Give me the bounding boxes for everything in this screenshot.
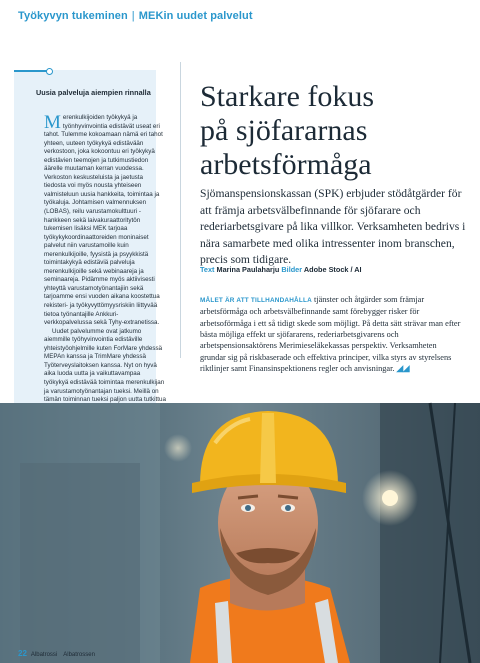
article-title — [200, 80, 470, 182]
body-lead-in: MÅLET ÄR ATT TILLHANDAHÅLLA — [200, 297, 312, 304]
byline-images-label: Bilder — [281, 265, 303, 274]
byline-source: Adobe Stock / AI — [303, 265, 362, 274]
article-body — [200, 294, 462, 374]
sidebar-paragraph-1-text: erenkulkijoiden työkykyä ja työnhyvinvointia edistävät useat eri tahot. Tulemme kokoamaan nämä eri tahot yhteen, uuteen työkykyä edistävään verkostoon, joka kokoontuu eri työkykyä edistävien teemojen ja tutkimustiedon äärelle muutaman kerran vuodessa. Verkoston keskusteluista ja jaetusta tiedosta voi myös nousta yhteiseen valmisteluun uusia hankkeita, toimintaa ja työkaluja. Johtamisen valmennuksen (LOBAS), reilu varustamokulttuuri -hankkeen sekä laivakuraattoritytön tukemisen lisäksi MEK tarjoaa työkykykoordinaattoreiden moninaiset palvelut niin varustamoille kuin merenkulkijoille, fyysistä ja psyykkistä toimintakykyä edistäviä palveluja merenkulkijoille sekä webinaareja ja seminaareja. Pidämme myös aktiivisesti yhteyttä varustamotyönantajiin sekä tarjoamme ensi vuoden aikana koostettua rekisteri- ja työkyvyttömyysriskiin liittyvää tietoa työnantajille Ankkuri-verkkopalvelussa sekä Tyhy-extranetissa. — [44, 114, 163, 327]
magazine-name: Albatrossi — [30, 652, 58, 658]
title-line: Starkare fokus — [200, 80, 375, 113]
byline-author: Marina Paulaharju — [216, 265, 280, 274]
page-footer — [18, 649, 95, 658]
body-text: tjänster och åtgärder som främjar arbetsförmåga och arbetsvälbefinnande samt förebygger risker för arbetsoförmåga i ett så tidigt skede som möjligt. På detta sätt strävar man efter bästa möjliga effekt ur sjöfararens, rederiarbetsgivarens och arbetspensionsaktörens Merimieseläkekassas perspektiv. Verksamheten grundar sig på riskbaserade och effektiva principer, vilka styrs av styrelsens riktlinjer samt Finansinspektionens regler och anvisningar. — [200, 295, 461, 374]
page-number: 22 — [18, 649, 27, 658]
end-mark-icon: ◢◢ — [396, 364, 410, 374]
sidebar-rule — [14, 70, 48, 72]
article-lead: Sjömanspensionskassan (SPK) erbjuder stödåtgärder för att främja arbetsvälbefinnande för sjöfarare och rederiarbetsgivare på lika villkor. Verksamheten bedrivs i nära samarbete med olika intressenter inom branschen, precis som tidigare. — [200, 187, 466, 267]
column-divider — [180, 62, 181, 358]
byline — [200, 265, 362, 274]
topic-label: MEKin uudet palvelut — [138, 10, 253, 22]
sidebar-paragraph-1 — [44, 114, 166, 328]
magazine-name-2: Albatrossen — [63, 652, 95, 658]
section-label: Työkyvyn tukeminen — [18, 10, 128, 22]
byline-text-label: Text — [200, 265, 215, 274]
seafarer-photo — [0, 403, 480, 663]
title-line: arbetsförmåga — [200, 148, 372, 181]
title-line: på sjöfararnas — [200, 114, 368, 147]
header-separator: | — [131, 10, 135, 22]
sidebar-rule-dot — [46, 68, 53, 75]
section-header — [18, 10, 253, 22]
sidebar-paragraph-2: Uudet palvelumme ovat jatkumo aiemmille työhyvinvointia edistäville yhteistyöohjelmille kuten ForMare yhdessä MEPAn kanssa ja TrimMare yhdessä Työterveyslaitoksen kanssa. Nyt on hyvä aika luoda uutta ja vaikuttavampaa työkykyä edistävää toimintaa merenkulkijan ja varustamotyönantajan tueksi. Meillä on tämän toiminnan tueksi paljon uutta tutkittua — [44, 327, 166, 404]
sidebar-title: Uusia palveluja aiempien rinnalla — [36, 88, 151, 97]
dropcap: M — [44, 112, 61, 133]
